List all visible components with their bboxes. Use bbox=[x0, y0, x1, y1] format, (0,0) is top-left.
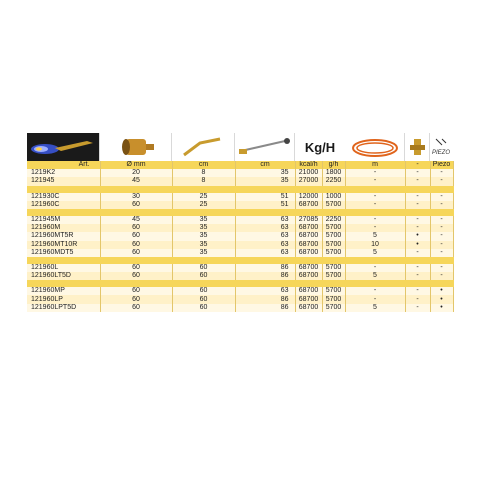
tube-image bbox=[172, 133, 235, 161]
table-cell: 63 bbox=[235, 241, 295, 249]
table-cell: 35 bbox=[235, 177, 295, 185]
separator-cell bbox=[430, 209, 453, 216]
separator-cell bbox=[322, 280, 345, 287]
separator-cell bbox=[295, 209, 322, 216]
article-code-cell: 121960MDT5 bbox=[27, 249, 100, 257]
column-header: Piezo bbox=[430, 161, 453, 169]
svg-text:PIEZO: PIEZO bbox=[431, 150, 451, 156]
table-cell: 35 bbox=[172, 216, 235, 224]
table-cell: 60 bbox=[100, 232, 172, 240]
table-cell: - bbox=[345, 295, 405, 303]
table-cell: 86 bbox=[235, 295, 295, 303]
table-cell: 60 bbox=[100, 295, 172, 303]
separator-cell bbox=[405, 257, 430, 264]
table-cell: - bbox=[405, 264, 430, 272]
separator-cell bbox=[235, 186, 295, 193]
table-cell: • bbox=[405, 232, 430, 240]
table-cell: - bbox=[345, 264, 405, 272]
table-cell: 27085 bbox=[295, 216, 322, 224]
table-cell: 63 bbox=[235, 249, 295, 257]
table-cell: 51 bbox=[235, 201, 295, 209]
flow-unit-label: Kg/H bbox=[304, 139, 336, 155]
separator-cell bbox=[27, 186, 100, 193]
table-cell: 68700 bbox=[295, 241, 322, 249]
separator-cell bbox=[405, 186, 430, 193]
separator-cell bbox=[405, 280, 430, 287]
table-row bbox=[27, 177, 453, 185]
table-cell: 5 bbox=[345, 232, 405, 240]
table-cell: 60 bbox=[100, 241, 172, 249]
regulator-image bbox=[405, 133, 430, 161]
table-row bbox=[27, 304, 453, 312]
article-code-cell: 121960M bbox=[27, 224, 100, 232]
group-separator bbox=[27, 280, 453, 287]
table-row bbox=[27, 201, 453, 209]
table-cell: 25 bbox=[172, 201, 235, 209]
table-cell: 5700 bbox=[322, 272, 345, 280]
separator-cell bbox=[172, 280, 235, 287]
separator-cell bbox=[235, 257, 295, 264]
separator-cell bbox=[405, 209, 430, 216]
table-cell: - bbox=[405, 249, 430, 257]
table-cell: 5700 bbox=[322, 287, 345, 295]
table-cell: - bbox=[430, 216, 453, 224]
article-code-cell: 121960LT5D bbox=[27, 272, 100, 280]
table-cell: 45 bbox=[100, 216, 172, 224]
separator-cell bbox=[295, 186, 322, 193]
separator-cell bbox=[345, 209, 405, 216]
column-header: - bbox=[405, 161, 430, 169]
table-cell: 60 bbox=[172, 287, 235, 295]
table-cell: 5700 bbox=[322, 295, 345, 303]
table-cell: - bbox=[405, 216, 430, 224]
table-cell: 12000 bbox=[295, 193, 322, 201]
table-row bbox=[27, 241, 453, 249]
table-cell: - bbox=[345, 224, 405, 232]
table-cell: - bbox=[430, 193, 453, 201]
table-cell: - bbox=[345, 216, 405, 224]
separator-cell bbox=[27, 257, 100, 264]
article-code-cell: 121960LP bbox=[27, 295, 100, 303]
table-cell: 68700 bbox=[295, 232, 322, 240]
table-cell: - bbox=[430, 177, 453, 185]
table-cell: 68700 bbox=[295, 224, 322, 232]
table-cell: 5700 bbox=[322, 201, 345, 209]
column-header: Art. bbox=[27, 161, 100, 169]
table-cell: 86 bbox=[235, 272, 295, 280]
article-code-cell: 121960MT5R bbox=[27, 232, 100, 240]
table-cell: 68700 bbox=[295, 287, 322, 295]
table-row bbox=[27, 272, 453, 280]
column-header: kcal/h bbox=[295, 161, 322, 169]
burner-head-image bbox=[100, 133, 172, 161]
group-separator bbox=[27, 209, 453, 216]
separator-cell bbox=[100, 257, 172, 264]
table-cell: 60 bbox=[172, 272, 235, 280]
table-cell: - bbox=[430, 241, 453, 249]
table-cell: 35 bbox=[172, 249, 235, 257]
table-cell: 60 bbox=[172, 264, 235, 272]
table-cell: - bbox=[430, 272, 453, 280]
table-cell: - bbox=[405, 224, 430, 232]
separator-cell bbox=[345, 257, 405, 264]
table-row bbox=[27, 169, 453, 177]
table-cell: 27000 bbox=[295, 177, 322, 185]
table-cell: - bbox=[430, 264, 453, 272]
table-cell: • bbox=[405, 241, 430, 249]
separator-cell bbox=[322, 186, 345, 193]
table-cell: 5700 bbox=[322, 249, 345, 257]
table-cell: 35 bbox=[172, 224, 235, 232]
table-cell: - bbox=[405, 304, 430, 312]
article-code-cell: 121930C bbox=[27, 193, 100, 201]
table-cell: 45 bbox=[100, 177, 172, 185]
separator-cell bbox=[172, 209, 235, 216]
table-cell: 68700 bbox=[295, 264, 322, 272]
table-cell: 5 bbox=[345, 304, 405, 312]
table-cell: - bbox=[430, 232, 453, 240]
hose-image bbox=[345, 133, 405, 161]
table-cell: 68700 bbox=[295, 201, 322, 209]
table-cell: 8 bbox=[172, 177, 235, 185]
table-cell: 60 bbox=[172, 295, 235, 303]
table-cell: - bbox=[405, 287, 430, 295]
table-cell: 60 bbox=[100, 201, 172, 209]
table-cell: - bbox=[345, 201, 405, 209]
separator-cell bbox=[235, 209, 295, 216]
flame-image bbox=[27, 133, 100, 161]
column-header: Ø mm bbox=[100, 161, 172, 169]
table-row bbox=[27, 216, 453, 224]
table-cell: 63 bbox=[235, 287, 295, 295]
article-code-cell: 121960C bbox=[27, 201, 100, 209]
table-cell: • bbox=[430, 304, 453, 312]
group-separator bbox=[27, 257, 453, 264]
table-row bbox=[27, 264, 453, 272]
table-cell: 10 bbox=[345, 241, 405, 249]
separator-cell bbox=[430, 257, 453, 264]
table-cell: 60 bbox=[172, 304, 235, 312]
table-cell: 63 bbox=[235, 224, 295, 232]
separator-cell bbox=[430, 280, 453, 287]
table-row bbox=[27, 232, 453, 240]
table-cell: - bbox=[405, 177, 430, 185]
table-cell: - bbox=[345, 193, 405, 201]
table-row bbox=[27, 224, 453, 232]
separator-cell bbox=[172, 257, 235, 264]
table-cell: 8 bbox=[172, 169, 235, 177]
table-cell: - bbox=[430, 224, 453, 232]
table-cell: - bbox=[345, 287, 405, 295]
table-cell: 68700 bbox=[295, 249, 322, 257]
separator-cell bbox=[430, 186, 453, 193]
separator-cell bbox=[345, 280, 405, 287]
group-separator bbox=[27, 186, 453, 193]
column-header: g/h bbox=[322, 161, 345, 169]
table-cell: - bbox=[430, 249, 453, 257]
column-header: m bbox=[345, 161, 405, 169]
table-cell: 68700 bbox=[295, 304, 322, 312]
table-cell: 20 bbox=[100, 169, 172, 177]
table-cell: 1800 bbox=[322, 169, 345, 177]
spec-table bbox=[27, 161, 454, 312]
separator-cell bbox=[322, 209, 345, 216]
table-cell: 51 bbox=[235, 193, 295, 201]
table-cell: 35 bbox=[235, 169, 295, 177]
table-row bbox=[27, 193, 453, 201]
table-cell: • bbox=[430, 295, 453, 303]
table-cell: 5700 bbox=[322, 224, 345, 232]
separator-cell bbox=[27, 209, 100, 216]
separator-cell bbox=[27, 280, 100, 287]
table-cell: 5700 bbox=[322, 304, 345, 312]
separator-cell bbox=[295, 280, 322, 287]
table-cell: 60 bbox=[100, 264, 172, 272]
separator-cell bbox=[295, 257, 322, 264]
table-cell: 21000 bbox=[295, 169, 322, 177]
table-cell: - bbox=[405, 193, 430, 201]
table-cell: 35 bbox=[172, 232, 235, 240]
table-cell: - bbox=[405, 295, 430, 303]
table-cell: - bbox=[430, 169, 453, 177]
column-header-row bbox=[27, 161, 453, 169]
column-header: cm bbox=[172, 161, 235, 169]
table-cell: 60 bbox=[100, 304, 172, 312]
table-cell: 35 bbox=[172, 241, 235, 249]
table-cell: - bbox=[345, 169, 405, 177]
table-cell: 86 bbox=[235, 264, 295, 272]
table-cell: - bbox=[405, 201, 430, 209]
table-cell: 5 bbox=[345, 272, 405, 280]
table-row bbox=[27, 287, 453, 295]
table-cell: • bbox=[430, 287, 453, 295]
table-cell: 2250 bbox=[322, 177, 345, 185]
table-cell: 5 bbox=[345, 249, 405, 257]
table-row bbox=[27, 249, 453, 257]
torch-length-image bbox=[235, 133, 295, 161]
table-cell: - bbox=[405, 272, 430, 280]
separator-cell bbox=[345, 186, 405, 193]
table-cell: 5700 bbox=[322, 232, 345, 240]
table-cell: 2250 bbox=[322, 216, 345, 224]
table-cell: 60 bbox=[100, 272, 172, 280]
separator-cell bbox=[172, 186, 235, 193]
table-cell: 63 bbox=[235, 216, 295, 224]
table-cell: 1000 bbox=[322, 193, 345, 201]
table-cell: 68700 bbox=[295, 272, 322, 280]
separator-cell bbox=[100, 280, 172, 287]
table-cell: 5700 bbox=[322, 241, 345, 249]
separator-cell bbox=[235, 280, 295, 287]
table-cell: 63 bbox=[235, 232, 295, 240]
separator-cell bbox=[100, 209, 172, 216]
article-code-cell: 1219K2 bbox=[27, 169, 100, 177]
piezo-icon bbox=[430, 133, 453, 161]
table-cell: 60 bbox=[100, 287, 172, 295]
table-row bbox=[27, 295, 453, 303]
table-cell: - bbox=[345, 177, 405, 185]
article-code-cell: 121960MT10R bbox=[27, 241, 100, 249]
table-cell: 60 bbox=[100, 249, 172, 257]
separator-cell bbox=[322, 257, 345, 264]
table-cell: - bbox=[405, 169, 430, 177]
table-cell: 68700 bbox=[295, 295, 322, 303]
article-code-cell: 121960MP bbox=[27, 287, 100, 295]
table-cell: 30 bbox=[100, 193, 172, 201]
column-header: cm bbox=[235, 161, 295, 169]
article-code-cell: 121945 bbox=[27, 177, 100, 185]
article-code-cell: 121960L bbox=[27, 264, 100, 272]
table-cell: 25 bbox=[172, 193, 235, 201]
separator-cell bbox=[100, 186, 172, 193]
article-code-cell: 121945M bbox=[27, 216, 100, 224]
table-cell: 5700 bbox=[322, 264, 345, 272]
table-cell: 60 bbox=[100, 224, 172, 232]
article-code-cell: 121960LPT5D bbox=[27, 304, 100, 312]
table-cell: 86 bbox=[235, 304, 295, 312]
table-cell: - bbox=[430, 201, 453, 209]
